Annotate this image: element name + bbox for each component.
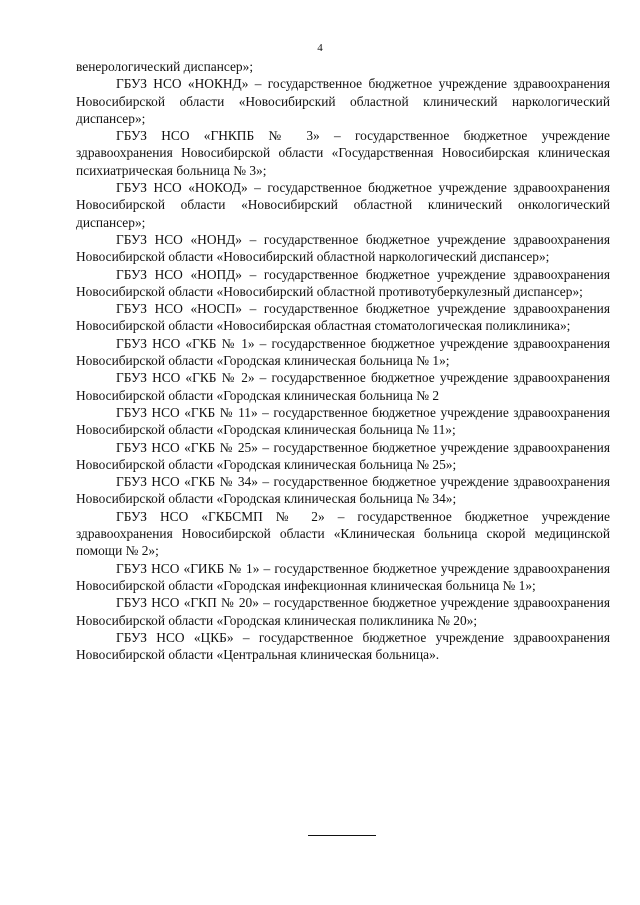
paragraph-gkb-25: ГБУЗ НСО «ГКБ № 25» – государственное бюджетное учреждение здравоохранения Новосибирской области «Городская клиническая больница № 25»; [76, 439, 610, 472]
document-body [76, 58, 610, 663]
paragraph-continuation: венерологический диспансер»; [76, 59, 254, 74]
paragraph-gnkpb-3: ГБУЗ НСО «ГНКПБ № 3» – государственное бюджетное учреждение здравоохранения Новосибирской области «Государственная Новосибирская клиническая психиатрическая больница № 3»; [76, 128, 610, 178]
paragraph-gikb-1: ГБУЗ НСО «ГИКБ № 1» – государственное бюджетное учреждение здравоохранения Новосибирской области «Городская инфекционная клиническая больница № 1»; [76, 560, 610, 593]
paragraph-noknd: ГБУЗ НСО «НОКНД» – государственное бюджетное учреждение здравоохранения Новосибирской области «Новосибирский областной клинический наркологический диспансер»; [76, 76, 610, 126]
paragraph-gkbsmp-2: ГБУЗ НСО «ГКБСМП № 2» – государственное бюджетное учреждение здравоохранения Новосибирской области «Клиническая больница скорой медицинской помощи № 2»; [76, 508, 610, 559]
paragraph-gkb-34: ГБУЗ НСО «ГКБ № 34» – государственное бюджетное учреждение здравоохранения Новосибирской области «Городская клиническая больница № 34»; [76, 474, 610, 507]
paragraph-nopd: ГБУЗ НСО «НОПД» – государственное бюджетное учреждение здравоохранения Новосибирской области «Новосибирский областной противотуберкулезный диспансер»; [76, 266, 610, 299]
paragraph-nosp: ГБУЗ НСО «НОСП» – государственное бюджетное учреждение здравоохранения Новосибирской области «Новосибирская областная стоматологическая поликлиника»; [76, 301, 610, 334]
end-separator-line [308, 835, 376, 836]
paragraph-nond: ГБУЗ НСО «НОНД» – государственное бюджетное учреждение здравоохранения Новосибирской области «Новосибирский областной наркологический диспансер»; [76, 231, 610, 265]
paragraph-ckb: ГБУЗ НСО «ЦКБ» – государственное бюджетное учреждение здравоохранения Новосибирской области «Центральная клиническая больница». [76, 629, 610, 663]
paragraph-gkp-20: ГБУЗ НСО «ГКП № 20» – государственное бюджетное учреждение здравоохранения Новосибирской области «Городская клиническая поликлиника № 20»; [76, 595, 610, 628]
paragraph-nokod: ГБУЗ НСО «НОКОД» – государственное бюджетное учреждение здравоохранения Новосибирской области «Новосибирский областной клинический онкологический диспансер»; [76, 180, 610, 230]
paragraph-gkb-1: ГБУЗ НСО «ГКБ № 1» – государственное бюджетное учреждение здравоохранения Новосибирской области «Городская клиническая больница № 1»; [76, 335, 610, 369]
paragraph-gkb-11: ГБУЗ НСО «ГКБ № 11» – государственное бюджетное учреждение здравоохранения Новосибирской области «Городская клиническая больница № 11»; [76, 404, 610, 438]
paragraph-gkb-2: ГБУЗ НСО «ГКБ № 2» – государственное бюджетное учреждение здравоохранения Новосибирской области «Городская клиническая больница № 2 [76, 370, 610, 403]
page-number: 4 [317, 42, 323, 54]
